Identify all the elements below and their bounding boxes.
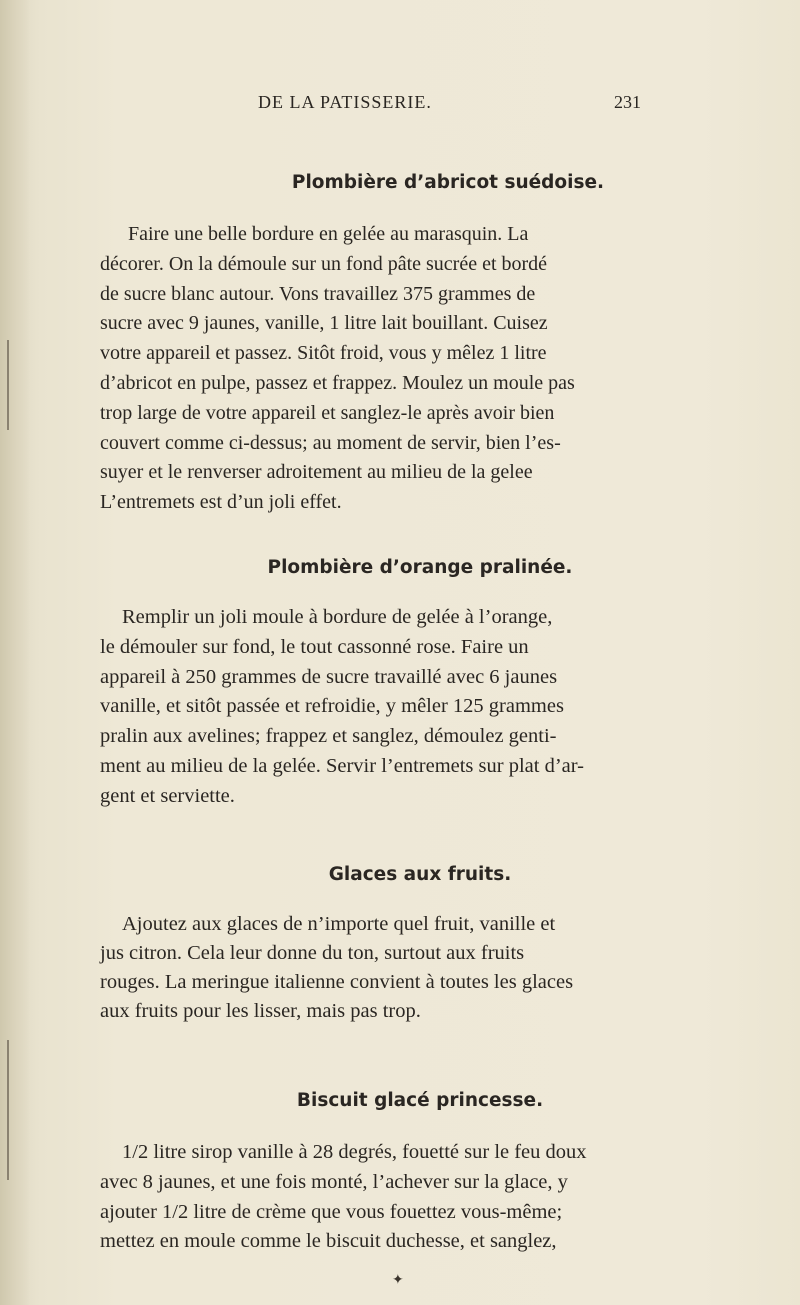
text-line: trop large de votre appareil et sanglez-le après avoir bien bbox=[100, 401, 555, 424]
text-line: ment au milieu de la gelée. Servir l’entremets sur plat d’ar- bbox=[100, 754, 585, 777]
section-heading: Plombière d’orange pralinée. bbox=[267, 557, 573, 578]
text-line: décorer. On la démoule sur un fond pâte sucrée et bordé bbox=[100, 252, 548, 275]
text-line: ajouter 1/2 litre de crème que vous fouettez vous-même; bbox=[100, 1200, 563, 1223]
text-line: suyer et le renverser adroitement au milieu de la gelee bbox=[100, 461, 533, 484]
running-head: DE LA PATISSERIE. bbox=[258, 92, 432, 112]
text-line: le démouler sur fond, le tout cassonné rose. Faire un bbox=[100, 635, 529, 658]
section-heading: Glaces aux fruits. bbox=[328, 864, 512, 885]
scan-edge-mark bbox=[7, 1040, 9, 1180]
section-heading: Biscuit glacé princesse. bbox=[296, 1090, 544, 1111]
text-line: jus citron. Cela leur donne du ton, surtout aux fruits bbox=[100, 942, 525, 964]
text-line: avec 8 jaunes, et une fois monté, l’achever sur la glace, y bbox=[100, 1170, 568, 1193]
scan-edge-mark bbox=[7, 340, 9, 430]
text-line: Faire une belle bordure en gelée au marasquin. La bbox=[128, 223, 529, 245]
text-line: sucre avec 9 jaunes, vanille, 1 litre lait bouillant. Cuisez bbox=[100, 312, 548, 335]
text-line: vanille, et sitôt passée et refroidie, y mêler 125 grammes bbox=[100, 695, 564, 718]
signature-mark-icon: ✦ bbox=[392, 1272, 404, 1288]
text-line: 1/2 litre sirop vanille à 28 degrés, fouetté sur le feu doux bbox=[122, 1141, 587, 1163]
text-line: votre appareil et passez. Sitôt froid, vous y mêlez 1 litre bbox=[100, 342, 547, 365]
page-number: 231 bbox=[614, 92, 641, 112]
text-line: Remplir un joli moule à bordure de gelée à l’orange, bbox=[122, 606, 553, 628]
text-line: d’abricot en pulpe, passez et frappez. Moulez un moule pas bbox=[100, 371, 575, 394]
text-line: appareil à 250 grammes de sucre travaillé avec 6 jaunes bbox=[100, 665, 558, 688]
section-paragraph bbox=[100, 603, 800, 812]
section-paragraph bbox=[100, 1138, 800, 1257]
section-heading: Plombière d’abricot suédoise. bbox=[291, 172, 605, 193]
text-line: couvert comme ci-dessus; au moment de servir, bien l’es- bbox=[100, 431, 561, 454]
text-line: mettez en moule comme le biscuit duchesse, et sanglez, bbox=[100, 1230, 557, 1253]
text-line: de sucre blanc autour. Vons travaillez 375 grammes de bbox=[100, 282, 536, 305]
section-paragraph bbox=[100, 910, 800, 1026]
text-line: Ajoutez aux glaces de n’importe quel fruit, vanille et bbox=[122, 913, 556, 935]
text-line: aux fruits pour les lisser, mais pas trop. bbox=[100, 1000, 421, 1022]
text-line: rouges. La meringue italienne convient à toutes les glaces bbox=[100, 971, 574, 993]
text-line: gent et serviette. bbox=[100, 784, 235, 807]
section-paragraph bbox=[100, 220, 800, 518]
text-line: L’entremets est d’un joli effet. bbox=[100, 491, 342, 514]
text-line: pralin aux avelines; frappez et sanglez, démoulez genti- bbox=[100, 725, 557, 748]
